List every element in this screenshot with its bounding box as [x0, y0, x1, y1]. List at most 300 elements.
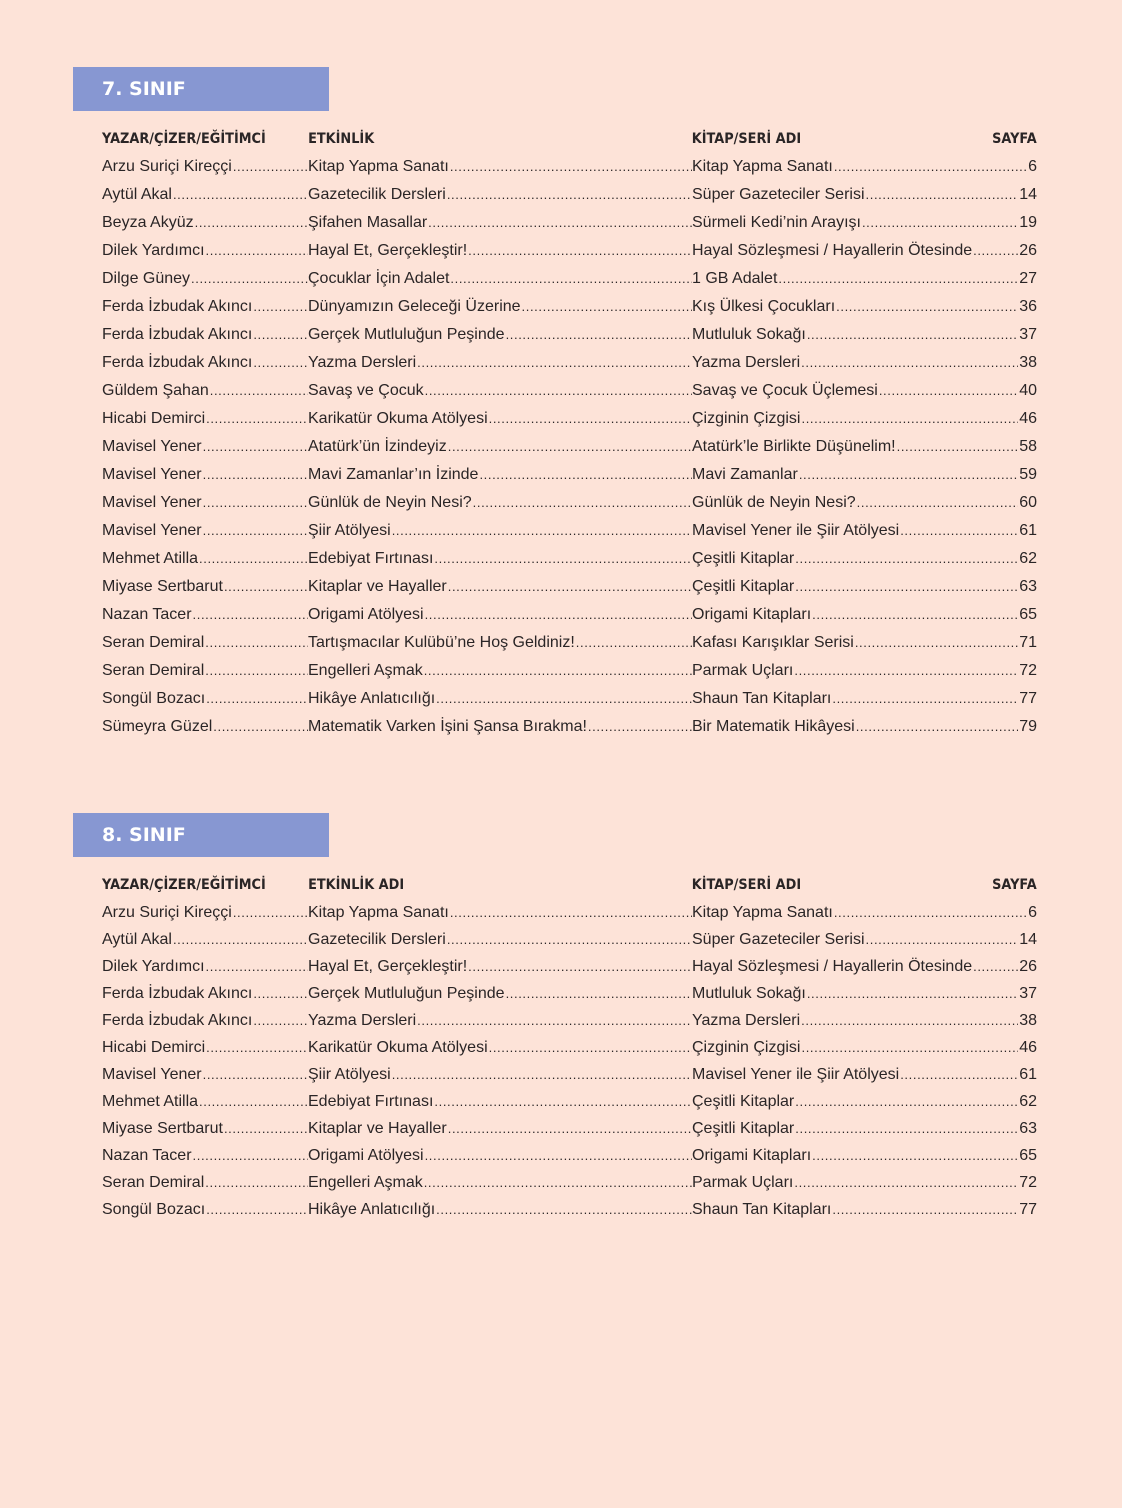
dot-leader — [807, 980, 1018, 1007]
author-name: Ferda İzbudak Akıncı — [102, 349, 253, 377]
dot-leader — [832, 685, 1018, 713]
author-cell — [102, 237, 308, 265]
dot-leader — [203, 433, 308, 461]
dot-leader — [489, 405, 692, 433]
author-name: Dilge Güney — [102, 265, 191, 293]
dot-leader — [417, 1007, 692, 1034]
dot-leader — [224, 1115, 308, 1142]
toc-body — [102, 153, 1037, 741]
dot-leader — [447, 181, 692, 209]
activity-name: Karikatür Okuma Atölyesi — [308, 405, 489, 433]
activity-cell — [308, 899, 692, 926]
author-name: Aytül Akal — [102, 181, 173, 209]
toc-row — [102, 1196, 1037, 1223]
activity-name: Kitaplar ve Hayaller — [308, 1115, 448, 1142]
author-name: Arzu Suriçi Kireççi — [102, 899, 233, 926]
toc-row — [102, 899, 1037, 926]
activity-cell — [308, 685, 692, 713]
page-number: 62 — [1019, 1093, 1037, 1110]
book-cell — [692, 321, 1037, 349]
author-name: Nazan Tacer — [102, 1142, 193, 1169]
activity-cell — [308, 713, 692, 741]
book-title: Kitap Yapma Sanatı — [692, 153, 834, 181]
dot-leader — [233, 153, 308, 181]
dot-leader — [778, 265, 1018, 293]
toc-body — [102, 899, 1037, 1223]
activity-cell — [308, 1169, 692, 1196]
activity-name: Gazetecilik Dersleri — [308, 181, 447, 209]
toc-row — [102, 517, 1037, 545]
author-name: Seran Demiral — [102, 1169, 205, 1196]
header-author: YAZAR/ÇİZER/EĞİTİMCİ — [102, 131, 266, 147]
dot-leader — [450, 153, 692, 181]
author-cell — [102, 1061, 308, 1088]
dot-leader — [489, 1034, 692, 1061]
activity-cell — [308, 1007, 692, 1034]
book-cell — [692, 181, 1037, 209]
dot-leader — [392, 1061, 692, 1088]
toc-header-row — [102, 129, 1037, 153]
toc-row — [102, 1061, 1037, 1088]
dot-leader — [424, 1169, 692, 1196]
activity-name: Atatürk’ün İzindeyiz — [308, 433, 448, 461]
author-name: Beyza Akyüz — [102, 209, 195, 237]
book-cell — [692, 265, 1037, 293]
dot-leader — [506, 980, 692, 1007]
header-page: SAYFA — [992, 131, 1037, 147]
author-cell — [102, 953, 308, 980]
toc-row — [102, 573, 1037, 601]
book-cell — [692, 713, 1037, 741]
dot-leader — [233, 899, 308, 926]
author-cell — [102, 265, 308, 293]
dot-leader — [253, 349, 308, 377]
toc-row — [102, 349, 1037, 377]
book-title: 1 GB Adalet — [692, 265, 778, 293]
toc-row — [102, 377, 1037, 405]
activity-name: Hayal Et, Gerçekleştir! — [308, 237, 468, 265]
book-cell — [692, 899, 1037, 926]
dot-leader — [448, 433, 692, 461]
dot-leader — [447, 926, 692, 953]
toc-row — [102, 926, 1037, 953]
book-title: Sürmeli Kedi’nin Arayışı — [692, 209, 862, 237]
activity-cell — [308, 321, 692, 349]
activity-cell — [308, 1142, 692, 1169]
dot-leader — [799, 461, 1018, 489]
author-name: Mehmet Atilla — [102, 545, 199, 573]
activity-cell — [308, 377, 692, 405]
author-name: Ferda İzbudak Akıncı — [102, 293, 253, 321]
dot-leader — [879, 377, 1018, 405]
dot-leader — [866, 181, 1019, 209]
dot-leader — [801, 349, 1018, 377]
book-title: Mutluluk Sokağı — [692, 321, 807, 349]
dot-leader — [193, 1142, 308, 1169]
author-cell — [102, 377, 308, 405]
book-cell — [692, 1088, 1037, 1115]
page-number: 58 — [1019, 438, 1037, 455]
toc-row — [102, 545, 1037, 573]
author-name: Aytül Akal — [102, 926, 173, 953]
activity-name: Karikatür Okuma Atölyesi — [308, 1034, 489, 1061]
author-cell — [102, 321, 308, 349]
activity-name: Günlük de Neyin Nesi? — [308, 489, 473, 517]
activity-cell — [308, 237, 692, 265]
page-number: 79 — [1019, 718, 1037, 735]
book-title: Parmak Uçları — [692, 657, 794, 685]
activity-name: Gazetecilik Dersleri — [308, 926, 447, 953]
book-cell — [692, 1115, 1037, 1142]
toc-row — [102, 461, 1037, 489]
author-name: Mavisel Yener — [102, 1061, 203, 1088]
dot-leader — [794, 657, 1018, 685]
dot-leader — [588, 713, 692, 741]
author-name: Mavisel Yener — [102, 517, 203, 545]
book-cell — [692, 1169, 1037, 1196]
activity-name: Kitaplar ve Hayaller — [308, 573, 448, 601]
toc-row — [102, 685, 1037, 713]
header-book: KİTAP/SERİ ADI — [691, 131, 802, 147]
page-number: 46 — [1019, 1039, 1037, 1056]
page-number: 72 — [1019, 662, 1037, 679]
activity-cell — [308, 601, 692, 629]
dot-leader — [424, 657, 692, 685]
dot-leader — [193, 601, 308, 629]
dot-leader — [522, 293, 692, 321]
activity-cell — [308, 1088, 692, 1115]
book-title: Kafası Karışıklar Serisi — [692, 629, 855, 657]
page-number: 27 — [1019, 270, 1037, 287]
dot-leader — [205, 657, 308, 685]
toc-row — [102, 1088, 1037, 1115]
book-cell — [692, 685, 1037, 713]
author-cell — [102, 433, 308, 461]
book-cell — [692, 1196, 1037, 1223]
book-title: Kış Ülkesi Çocukları — [692, 293, 836, 321]
toc-table — [102, 875, 1037, 1223]
header-page: SAYFA — [992, 877, 1037, 893]
header-activity: ETKİNLİK ADI — [308, 877, 405, 893]
page-number: 65 — [1019, 606, 1037, 623]
book-cell — [692, 1142, 1037, 1169]
author-cell — [102, 293, 308, 321]
book-title: Mavi Zamanlar — [692, 461, 799, 489]
author-name: Mehmet Atilla — [102, 1088, 199, 1115]
book-title: Çeşitli Kitaplar — [692, 545, 795, 573]
dot-leader — [812, 1142, 1018, 1169]
page-number: 37 — [1019, 985, 1037, 1002]
book-title: Atatürk’le Birlikte Düşünelim! — [692, 433, 897, 461]
dot-leader — [468, 953, 692, 980]
activity-name: Şiir Atölyesi — [308, 517, 392, 545]
dot-leader — [576, 629, 692, 657]
header-author: YAZAR/ÇİZER/EĞİTİMCİ — [102, 877, 266, 893]
author-cell — [102, 713, 308, 741]
page-number: 63 — [1019, 1120, 1037, 1137]
page-number: 6 — [1028, 158, 1037, 175]
book-cell — [692, 629, 1037, 657]
author-name: Songül Bozacı — [102, 685, 206, 713]
book-cell — [692, 953, 1037, 980]
dot-leader — [801, 1034, 1018, 1061]
author-name: Ferda İzbudak Akıncı — [102, 321, 253, 349]
toc-row — [102, 293, 1037, 321]
page-number: 26 — [1019, 242, 1037, 259]
toc-row — [102, 321, 1037, 349]
dot-leader — [253, 1007, 308, 1034]
author-cell — [102, 1007, 308, 1034]
author-cell — [102, 1142, 308, 1169]
activity-cell — [308, 629, 692, 657]
page-number: 46 — [1019, 410, 1037, 427]
activity-name: Gerçek Mutluluğun Peşinde — [308, 321, 506, 349]
toc-row — [102, 601, 1037, 629]
book-title: Parmak Uçları — [692, 1169, 794, 1196]
toc-row — [102, 1142, 1037, 1169]
book-cell — [692, 573, 1037, 601]
activity-name: Mavi Zamanlar’ın İzinde — [308, 461, 479, 489]
toc-row — [102, 209, 1037, 237]
book-cell — [692, 489, 1037, 517]
page-number: 77 — [1019, 690, 1037, 707]
toc-row — [102, 1115, 1037, 1142]
author-cell — [102, 1115, 308, 1142]
dot-leader — [203, 489, 308, 517]
author-cell — [102, 461, 308, 489]
author-name: Mavisel Yener — [102, 433, 203, 461]
activity-cell — [308, 153, 692, 181]
book-title: Yazma Dersleri — [692, 349, 801, 377]
dot-leader — [450, 899, 692, 926]
activity-cell — [308, 545, 692, 573]
page-number: 65 — [1019, 1147, 1037, 1164]
activity-cell — [308, 265, 692, 293]
author-name: Ferda İzbudak Akıncı — [102, 980, 253, 1007]
toc-row — [102, 980, 1037, 1007]
page-number: 40 — [1019, 382, 1037, 399]
dot-leader — [203, 461, 308, 489]
toc-row — [102, 629, 1037, 657]
author-name: Miyase Sertbarut — [102, 573, 224, 601]
activity-cell — [308, 1196, 692, 1223]
activity-name: Şifahen Masallar — [308, 209, 428, 237]
dot-leader — [173, 181, 308, 209]
dot-leader — [253, 293, 308, 321]
book-cell — [692, 601, 1037, 629]
book-title: Mavisel Yener ile Şiir Atölyesi — [692, 517, 900, 545]
author-name: Hicabi Demirci — [102, 1034, 206, 1061]
book-title: Shaun Tan Kitapları — [692, 1196, 832, 1223]
toc-row — [102, 1007, 1037, 1034]
author-cell — [102, 573, 308, 601]
author-name: Dilek Yardımcı — [102, 953, 206, 980]
page-number: 38 — [1019, 1012, 1037, 1029]
book-title: Origami Kitapları — [692, 601, 812, 629]
dot-leader — [795, 545, 1018, 573]
dot-leader — [801, 405, 1018, 433]
author-name: Seran Demiral — [102, 629, 205, 657]
dot-leader — [199, 545, 308, 573]
activity-cell — [308, 953, 692, 980]
dot-leader — [855, 629, 1018, 657]
dot-leader — [173, 926, 308, 953]
dot-leader — [795, 573, 1018, 601]
book-cell — [692, 517, 1037, 545]
book-cell — [692, 209, 1037, 237]
dot-leader — [900, 1061, 1018, 1088]
dot-leader — [206, 685, 308, 713]
book-title: Hayal Sözleşmesi / Hayallerin Ötesinde — [692, 237, 973, 265]
page-number: 71 — [1019, 634, 1037, 651]
book-cell — [692, 349, 1037, 377]
page-number: 63 — [1019, 578, 1037, 595]
book-title: Çizginin Çizgisi — [692, 1034, 801, 1061]
page-number: 6 — [1028, 904, 1037, 921]
page-number: 60 — [1019, 494, 1037, 511]
book-title: Çeşitli Kitaplar — [692, 1115, 795, 1142]
dot-leader — [206, 1196, 308, 1223]
dot-leader — [417, 349, 692, 377]
page-number: 37 — [1019, 326, 1037, 343]
toc-row — [102, 405, 1037, 433]
author-name: Sümeyra Güzel — [102, 713, 213, 741]
author-cell — [102, 1196, 308, 1223]
toc-row — [102, 1169, 1037, 1196]
activity-name: Engelleri Aşmak — [308, 1169, 424, 1196]
dot-leader — [450, 265, 692, 293]
activity-cell — [308, 980, 692, 1007]
activity-cell — [308, 349, 692, 377]
author-name: Mavisel Yener — [102, 489, 203, 517]
dot-leader — [203, 1061, 308, 1088]
dot-leader — [473, 489, 692, 517]
dot-leader — [191, 265, 308, 293]
author-cell — [102, 209, 308, 237]
dot-leader — [812, 601, 1018, 629]
book-title: Yazma Dersleri — [692, 1007, 801, 1034]
activity-name: Hikâye Anlatıcılığı — [308, 685, 436, 713]
section-title: 8. SINIF — [73, 813, 329, 857]
book-title: Süper Gazeteciler Serisi — [692, 181, 866, 209]
book-title: Origami Kitapları — [692, 1142, 812, 1169]
book-cell — [692, 237, 1037, 265]
page-number: 38 — [1019, 354, 1037, 371]
activity-name: Şiir Atölyesi — [308, 1061, 392, 1088]
author-cell — [102, 489, 308, 517]
book-cell — [692, 980, 1037, 1007]
book-title: Mutluluk Sokağı — [692, 980, 807, 1007]
dot-leader — [224, 573, 308, 601]
book-title: Shaun Tan Kitapları — [692, 685, 832, 713]
activity-name: Kitap Yapma Sanatı — [308, 899, 450, 926]
activity-name: Matematik Varken İşini Şansa Bırakma! — [308, 713, 588, 741]
dot-leader — [856, 713, 1019, 741]
dot-leader — [468, 237, 692, 265]
page-number: 26 — [1019, 958, 1037, 975]
toc-row — [102, 181, 1037, 209]
author-name: Mavisel Yener — [102, 461, 203, 489]
author-cell — [102, 657, 308, 685]
dot-leader — [434, 545, 692, 573]
book-title: Bir Matematik Hikâyesi — [692, 713, 856, 741]
activity-cell — [308, 1034, 692, 1061]
activity-cell — [308, 573, 692, 601]
activity-name: Kitap Yapma Sanatı — [308, 153, 450, 181]
activity-name: Hayal Et, Gerçekleştir! — [308, 953, 468, 980]
header-activity: ETKİNLİK — [308, 131, 375, 147]
book-title: Kitap Yapma Sanatı — [692, 899, 834, 926]
toc-row — [102, 265, 1037, 293]
book-cell — [692, 657, 1037, 685]
dot-leader — [436, 1196, 692, 1223]
toc-row — [102, 953, 1037, 980]
dot-leader — [203, 517, 308, 545]
page-number: 61 — [1019, 522, 1037, 539]
activity-name: Edebiyat Fırtınası — [308, 545, 434, 573]
dot-leader — [436, 685, 692, 713]
activity-name: Yazma Dersleri — [308, 1007, 417, 1034]
toc-row — [102, 489, 1037, 517]
dot-leader — [448, 573, 692, 601]
book-cell — [692, 153, 1037, 181]
book-cell — [692, 1007, 1037, 1034]
author-cell — [102, 181, 308, 209]
dot-leader — [900, 517, 1018, 545]
dot-leader — [425, 1142, 692, 1169]
author-cell — [102, 629, 308, 657]
activity-cell — [308, 293, 692, 321]
activity-cell — [308, 181, 692, 209]
dot-leader — [897, 433, 1019, 461]
page-number: 72 — [1019, 1174, 1037, 1191]
dot-leader — [862, 209, 1018, 237]
dot-leader — [199, 1088, 308, 1115]
dot-leader — [807, 321, 1018, 349]
author-cell — [102, 153, 308, 181]
activity-cell — [308, 1061, 692, 1088]
author-name: Arzu Suriçi Kireççi — [102, 153, 233, 181]
book-cell — [692, 377, 1037, 405]
dot-leader — [425, 601, 692, 629]
dot-leader — [479, 461, 692, 489]
activity-cell — [308, 1115, 692, 1142]
page-number: 36 — [1019, 298, 1037, 315]
author-name: Songül Bozacı — [102, 1196, 206, 1223]
dot-leader — [834, 899, 1027, 926]
book-title: Hayal Sözleşmesi / Hayallerin Ötesinde — [692, 953, 973, 980]
activity-cell — [308, 461, 692, 489]
author-cell — [102, 1088, 308, 1115]
book-cell — [692, 926, 1037, 953]
author-cell — [102, 545, 308, 573]
activity-cell — [308, 517, 692, 545]
author-cell — [102, 517, 308, 545]
activity-name: Engelleri Aşmak — [308, 657, 424, 685]
author-name: Hicabi Demirci — [102, 405, 206, 433]
activity-cell — [308, 433, 692, 461]
dot-leader — [428, 209, 692, 237]
activity-name: Hikâye Anlatıcılığı — [308, 1196, 436, 1223]
book-cell — [692, 461, 1037, 489]
activity-name: Çocuklar İçin Adalet — [308, 265, 450, 293]
dot-leader — [434, 1088, 692, 1115]
book-title: Savaş ve Çocuk Üçlemesi — [692, 377, 879, 405]
author-name: Güldem Şahan — [102, 377, 210, 405]
book-cell — [692, 293, 1037, 321]
author-cell — [102, 899, 308, 926]
toc-table — [102, 129, 1037, 741]
